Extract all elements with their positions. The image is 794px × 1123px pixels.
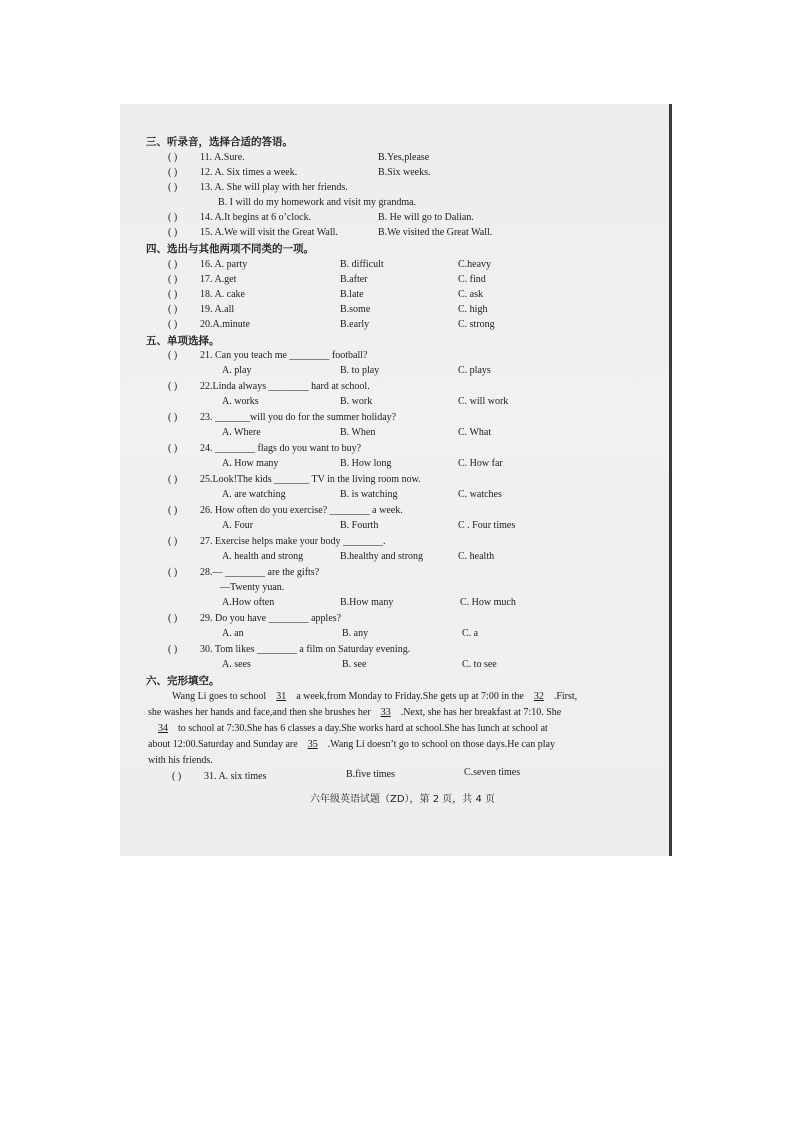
q25-stem: 25.Look!The kids _______ TV in the living room now.	[200, 474, 421, 485]
q30-stem: 30. Tom likes ________ a film on Saturday evening.	[200, 644, 411, 655]
cloze-blank-32: 32	[533, 691, 544, 702]
q20-option-a: 20.A.minute	[200, 319, 250, 330]
answer-paren: ( )	[168, 474, 178, 485]
q26-option-b: B. Fourth	[340, 520, 379, 531]
q30-option-a: A. sees	[222, 659, 251, 670]
section-6-title: 六、完形填空。	[146, 675, 220, 687]
q29-option-c: C. a	[462, 628, 479, 639]
q22-option-c: C. will work	[458, 396, 509, 407]
q16-option-a: 16. A. party	[200, 259, 248, 270]
exam-page-photo	[120, 104, 672, 856]
cloze-text: to school at 7:30.She has 6 classes a day.She works hard at school.She has lunch at school at	[178, 723, 548, 734]
q23-option-b: B. When	[340, 427, 376, 438]
q19-option-b: B.some	[340, 304, 371, 315]
answer-paren: ( )	[168, 289, 178, 300]
answer-paren: ( )	[168, 381, 178, 392]
answer-paren: ( )	[168, 536, 178, 547]
section-4-title: 四、选出与其他两项不同类的一项。	[146, 243, 314, 255]
q21-option-c: C. plays	[458, 365, 491, 376]
cloze-text: .Next, she has her breakfast at 7:10. She	[400, 707, 562, 718]
answer-paren: ( )	[168, 182, 178, 193]
q25-option-c: C. watches	[458, 489, 502, 500]
q22-option-b: B. work	[340, 396, 373, 407]
q23-option-c: C. What	[458, 427, 492, 438]
q26-option-c: C . Four times	[458, 520, 516, 531]
answer-paren: ( )	[168, 152, 178, 163]
q19-option-c: C. high	[458, 304, 488, 315]
q21-option-b: B. to play	[340, 365, 380, 376]
answer-paren: ( )	[168, 212, 178, 223]
answer-paren: ( )	[168, 167, 178, 178]
cloze-text: a week,from Monday to Friday.She gets up at 7:00 in the	[296, 691, 524, 702]
answer-paren: ( )	[168, 350, 178, 361]
answer-paren: ( )	[168, 505, 178, 516]
q29-option-a: A. an	[222, 628, 244, 639]
q13-option-a: 13. A. She will play with her friends.	[200, 182, 348, 193]
answer-paren: ( )	[168, 443, 178, 454]
cloze-line-4	[148, 739, 555, 751]
q28-stem: 28.— ________ are the gifts?	[200, 567, 320, 578]
q30-option-c: C. to see	[462, 659, 497, 670]
section-5-title: 五、单项选择。	[146, 335, 220, 347]
cloze-text: .First,	[553, 691, 578, 702]
cloze-blank-33: 33	[380, 707, 391, 718]
answer-paren: ( )	[168, 613, 178, 624]
answer-paren: ( )	[172, 771, 182, 782]
answer-paren: ( )	[168, 567, 178, 578]
cloze-text: Wang Li goes to school	[172, 691, 267, 702]
q13-option-b: B. I will do my homework and visit my grandma.	[218, 197, 417, 208]
q22-option-a: A. works	[222, 396, 259, 407]
q31-option-b: B.five times	[346, 769, 395, 780]
q24-option-c: C. How far	[458, 458, 503, 469]
q22-stem: 22.Linda always ________ hard at school.	[200, 381, 370, 392]
cloze-text: .Wang Li doesn’t go to school on those days.He can play	[327, 739, 555, 750]
answer-paren: ( )	[168, 259, 178, 270]
q11-option-a: 11. A.Sure.	[200, 152, 245, 163]
q31-option-a: 31. A. six times	[204, 771, 267, 782]
q25-option-b: B. is watching	[340, 489, 398, 500]
q18-option-c: C. ask	[458, 289, 483, 300]
q28-option-a: A.How often	[222, 597, 275, 608]
q17-option-a: 17. A.get	[200, 274, 237, 285]
answer-paren: ( )	[168, 274, 178, 285]
q14-option-a: 14. A.It begins at 6 o’clock.	[200, 212, 312, 223]
q19-option-a: 19. A.all	[200, 304, 235, 315]
q27-option-b: B.healthy and strong	[340, 551, 424, 562]
answer-paren: ( )	[168, 644, 178, 655]
answer-paren: ( )	[168, 412, 178, 423]
q29-option-b: B. any	[342, 628, 369, 639]
q15-option-b: B.We visited the Great Wall.	[378, 227, 493, 238]
q21-option-a: A. play	[222, 365, 252, 376]
q16-option-c: C.heavy	[458, 259, 492, 270]
section-3-title: 三、听录音，选择合适的答语。	[146, 136, 293, 148]
q20-option-c: C. strong	[458, 319, 495, 330]
cloze-blank-34: 34	[158, 723, 168, 734]
answer-paren: ( )	[168, 319, 178, 330]
q17-option-c: C. find	[458, 274, 486, 285]
q30-option-b: B. see	[342, 659, 367, 670]
page-footer: 六年级英语试题（ZD），第 2 页，共 4 页	[310, 794, 495, 805]
cloze-blank-35: 35	[307, 739, 318, 750]
q17-option-b: B.after	[340, 274, 368, 285]
q28-option-c: C. How much	[460, 597, 516, 608]
cloze-text: about 12:00.Saturday and Sunday are	[148, 739, 298, 750]
cloze-text: she washes her hands and face,and then she brushes her	[148, 707, 371, 718]
q15-option-a: 15. A.We will visit the Great Wall.	[200, 227, 338, 238]
q27-option-c: C. health	[458, 551, 495, 562]
q11-option-b: B.Yes,please	[378, 152, 430, 163]
q12-option-a: 12. A. Six times a week.	[200, 167, 298, 178]
q28-reply: —Twenty yuan.	[220, 582, 285, 593]
q23-stem: 23. _______will you do for the summer holiday?	[200, 412, 397, 423]
q27-option-a: A. health and strong	[222, 551, 304, 562]
q26-option-a: A. Four	[222, 520, 254, 531]
q29-stem: 29. Do you have ________ apples?	[200, 613, 342, 624]
q31-option-c: C.seven times	[464, 767, 521, 778]
q24-option-a: A. How many	[222, 458, 279, 469]
q18-option-a: 18. A. cake	[200, 289, 245, 300]
q27-stem: 27. Exercise helps make your body ________.	[200, 536, 386, 547]
cloze-line-3	[148, 723, 548, 735]
q21-stem: 21. Can you teach me ________ football?	[200, 350, 368, 361]
answer-paren: ( )	[168, 227, 178, 238]
q28-option-b: B.How many	[340, 597, 394, 608]
answer-paren: ( )	[168, 304, 178, 315]
q26-stem: 26. How often do you exercise? ________ a week.	[200, 505, 403, 516]
q20-option-b: B.early	[340, 319, 370, 330]
q16-option-b: B. difficult	[340, 259, 384, 270]
cloze-line-1	[172, 691, 577, 703]
cloze-blank-31: 31	[276, 691, 287, 702]
q24-stem: 24. ________ flags do you want to buy?	[200, 443, 362, 454]
q12-option-b: B.Six weeks.	[378, 167, 431, 178]
cloze-line-5: with his friends.	[148, 755, 213, 766]
q18-option-b: B.late	[340, 289, 364, 300]
q25-option-a: A. are watching	[222, 489, 286, 500]
q23-option-a: A. Where	[222, 427, 261, 438]
cloze-line-2	[148, 707, 561, 719]
q14-option-b: B. He will go to Dalian.	[378, 212, 474, 223]
q24-option-b: B. How long	[340, 458, 392, 469]
